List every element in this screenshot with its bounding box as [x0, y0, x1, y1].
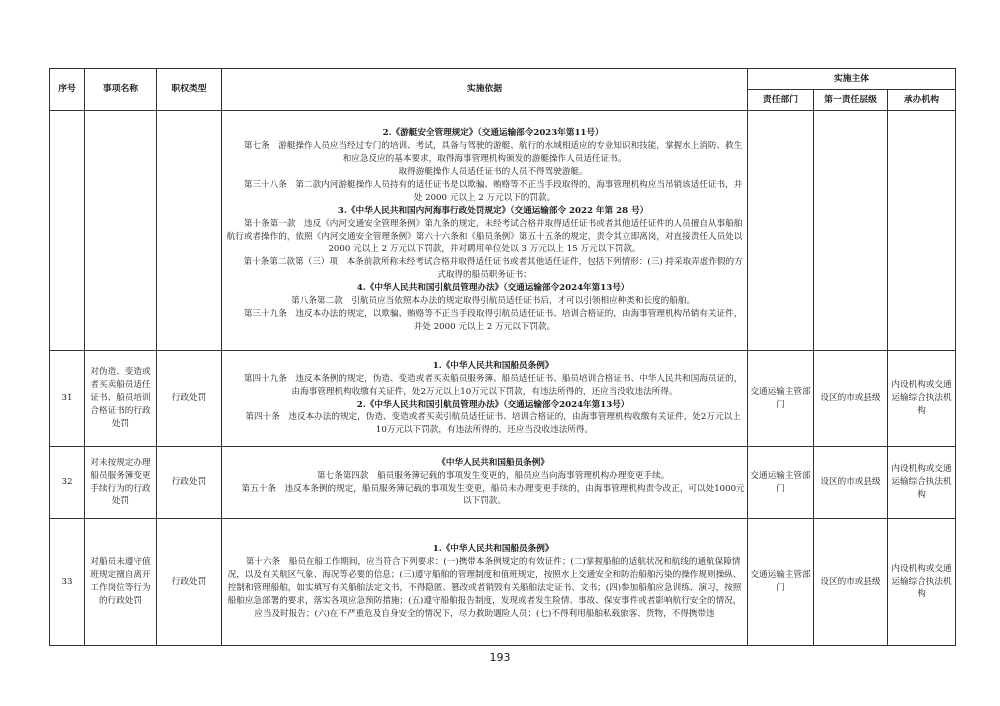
cell-first-level: 设区的市或县级: [814, 351, 888, 447]
cell-undertaking: [888, 111, 956, 351]
header-impl-subject: 实施主体: [748, 69, 956, 90]
basis-paragraph: 第三十九条 违反本办法的规定，以欺骗、贿赂等不正当手段取得引航员适任证书、培训合格证的，由海事管理机构吊销有关证件，并处 2000 元以上 2 万元以下罚款。: [243, 308, 743, 332]
cell-resp-dept: 交通运输主管部门: [748, 447, 814, 519]
cell-resp-dept: [748, 111, 814, 351]
basis-paragraph: 第四十条 违反本办法的规定，伪造、变造或者买卖引航员适任证书、培训合格证的，由海事管理机构收缴有关证件，处2万元以上10万元以下罚款，有违法所得的，还应当没收违法所得。: [245, 412, 741, 436]
basis-paragraph: 第八条第二款 引航员应当依照本办法的规定取得引航员适任证书后，才可以引领相应种类和长度的船舶。: [291, 296, 696, 307]
cell-first-level: [814, 111, 888, 351]
basis-title: 2.《游艇安全管理规定》（交通运输部令2023年第11号）: [382, 128, 604, 139]
basis-paragraph: 第十条第一款 违反《内河交通安全管理条例》第九条的规定，未经考试合格并取得适任证书或者其他适任证件的人员擅自从事船舶航行或者操作的，依照《内河交通安全管理条例》第六十六条和《船员条例》第五十五条的规定，责令其立即离岗，对直接责任人员处以 2000 元以上 2 万元以下罚款，并对聘用单位处以 3 万元以上 15 万元以下罚款。: [226, 218, 743, 255]
cell-item-name: 对伪造、变造或者买卖船员适任证书、船员培训合格证书的行政处罚: [85, 351, 157, 447]
basis-paragraph: 第七条 游艇操作人员应当经过专门的培训、考试，具备与驾驶的游艇、航行的水域相适应的专业知识和技能，掌握水上消防、救生和应急反应的基本要求，取得海事管理机构颁发的游艇操作人员适任证书。: [243, 141, 743, 165]
cell-resp-dept: 交通运输主管部门: [748, 519, 814, 646]
header-resp-dept: 责任部门: [748, 90, 814, 111]
cell-power-type: 行政处罚: [157, 519, 222, 646]
header-power-type: 职权类型: [157, 69, 222, 111]
cell-seq: 33: [50, 519, 85, 646]
basis-paragraph: 第四十九条 违反本条例的规定，伪造、变造或者买卖船员服务簿、船员适任证书、船员培训合格证书、中华人民共和国海员证的，由海事管理机构收缴有关证件，处2万元以上10万元以下罚款，有违法所得的，还应当没收违法所得。: [243, 373, 743, 397]
basis-title: 2.《中华人民共和国引航员管理办法》（交通运输部令2024年第13号）: [356, 399, 630, 410]
header-basis: 实施依据: [222, 69, 748, 111]
page-number: 193: [489, 651, 511, 664]
cell-basis: [222, 351, 748, 447]
cell-seq: [50, 111, 85, 351]
basis-title: 4.《中华人民共和国引航员管理办法》（交通运输部令2024年第13号）: [356, 283, 630, 294]
basis-paragraph: 第七条第四款 船员服务簿记载的事项发生变更的，船员应当向海事管理机构办理变更手续。: [316, 470, 670, 481]
cell-first-level: 设区的市或县级: [814, 447, 888, 519]
cell-power-type: 行政处罚: [157, 351, 222, 447]
basis-paragraph: 第十条第二款第（三）项 本条前款所称未经考试合格并取得适任证书或者其他适任证件，包括下列情形：(三) 持采取弄虚作假的方式取得的船员职务证书；: [243, 257, 743, 281]
basis-paragraph: 第三十八条 第二款内河游艇操作人员持有的适任证书是以欺骗、贿赂等不正当手段取得的，海事管理机构应当吊销该适任证书，并处 2000 元以上 2 万元以下的罚款。: [243, 179, 743, 203]
cell-undertaking: 内设机构或交通运输综合执法机构: [888, 447, 956, 519]
cell-item-name: [85, 111, 157, 351]
header-undertaking: 承办机构: [888, 90, 956, 111]
cell-first-level: 设区的市或县级: [814, 519, 888, 646]
cell-power-type: [157, 111, 222, 351]
basis-paragraph: 第十六条 船员在船工作期间，应当符合下列要求：(一)携带本条例规定的有效证件；(二)掌握船舶的适航状况和航线的通航保障情况，以及有关航区气象、海况等必要的信息；(三)遵守船舶的管理制度和值班规定，按照水上交通安全和防治船舶污染的操作规则操纵、控制和管理船舶，如实填写有关船舶法定文书，不得隐匿、篡改或者销毁有关船舶法定证书、文书；(四)参加船舶应急训练、演习，按照船舶应急部署的要求，落实各项应急预防措施；(五)遵守船舶报告制度，发现或者发生险情、事故、保安事件或者影响航行安全的情况，应当及时报告；(六)在不严重危及自身安全的情况下，尽力救助遇险人员；(七)不得利用船舶私载旅客、货物，不得携带违: [227, 557, 742, 619]
cell-basis: [222, 447, 748, 519]
table-row: [50, 519, 956, 646]
cell-resp-dept: 交通运输主管部门: [748, 351, 814, 447]
basis-title: 1.《中华人民共和国船员条例》: [432, 544, 554, 555]
header-item-name: 事项名称: [85, 69, 157, 111]
basis-title: 1.《中华人民共和国船员条例》: [432, 360, 554, 371]
cell-undertaking: 内设机构或交通运输综合执法机构: [888, 519, 956, 646]
header-first-level: 第一责任层级: [814, 90, 888, 111]
cell-seq: 32: [50, 447, 85, 519]
cell-seq: 31: [50, 351, 85, 447]
cell-basis: [222, 519, 748, 646]
basis-title: 《中华人民共和国船员条例》: [437, 457, 549, 468]
cell-power-type: 行政处罚: [157, 447, 222, 519]
table-row: [50, 111, 956, 351]
cell-basis: [222, 111, 748, 351]
table-row: [50, 351, 956, 447]
header-seq: 序号: [50, 69, 85, 111]
basis-paragraph: 取得游艇操作人员适任证书的人员不得驾驶游艇。: [398, 166, 588, 177]
authority-table: [49, 68, 956, 646]
cell-undertaking: 内设机构或交通运输综合执法机构: [888, 351, 956, 447]
cell-item-name: 对未按规定办理船员服务簿变更手续行为的行政处罚: [85, 447, 157, 519]
basis-paragraph: 第五十条 违反本条例的规定，船员服务簿记载的事项发生变更，船员未办理变更手续的，由海事管理机构责令改正，可以处1000元以下罚款。: [241, 483, 745, 507]
table-row: [50, 447, 956, 519]
basis-title: 3.《中华人民共和国内河海事行政处罚规定》（交通运输部令 2022 年第 28 号）: [337, 205, 649, 216]
cell-item-name: 对船员未遵守值班规定擅自离开工作岗位等行为的行政处罚: [85, 519, 157, 646]
